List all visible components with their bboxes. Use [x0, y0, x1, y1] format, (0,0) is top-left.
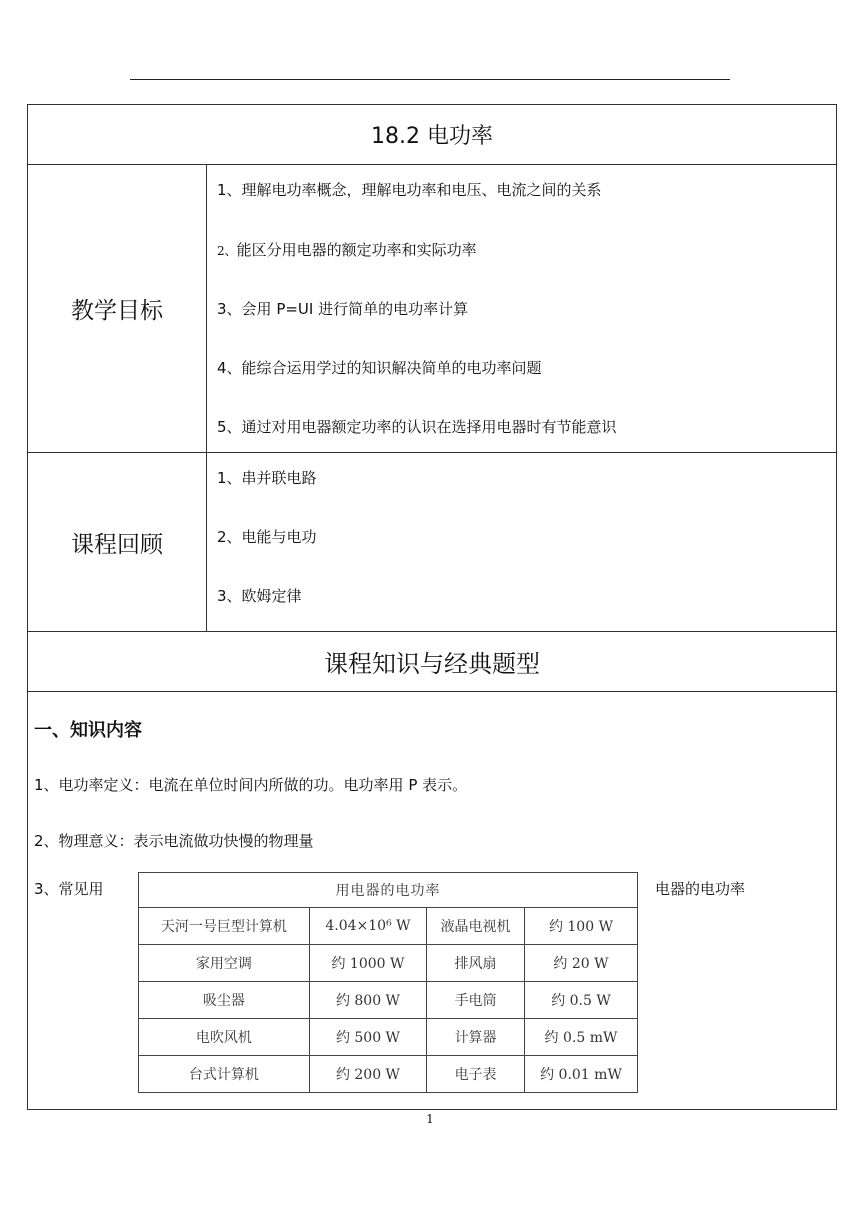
- table-cell: 约 100 W: [524, 908, 637, 945]
- section-heading: 一、知识内容: [34, 720, 142, 741]
- objective-item: 1、理解电功率概念，理解电功率和电压、电流之间的关系: [217, 181, 602, 199]
- header-rule: [130, 79, 730, 80]
- table-caption: 用电器的电功率: [139, 873, 638, 908]
- review-label: 课程回顾: [28, 453, 207, 631]
- table-cell: 约 800 W: [309, 982, 427, 1019]
- table-row: [139, 908, 638, 945]
- objective-item: 5、通过对用电器额定功率的认识在选择用电器时有节能意识: [217, 418, 617, 436]
- lesson-table: [27, 104, 837, 1110]
- table-cell: 电吹风机: [139, 1019, 310, 1056]
- meaning-paragraph: 2、物理意义：表示电流做功快慢的物理量: [34, 832, 314, 850]
- table-cell: 吸尘器: [139, 982, 310, 1019]
- table-row: [139, 945, 638, 982]
- review-row: [28, 453, 836, 632]
- table-row: [139, 1056, 638, 1093]
- review-item: 2、电能与电功: [217, 528, 317, 546]
- table-cell: 约 200 W: [309, 1056, 427, 1093]
- table-cell: 液晶电视机: [427, 908, 525, 945]
- page-number: 1: [426, 1112, 434, 1126]
- table-cell: 4.04×10⁶ W: [309, 908, 427, 945]
- appliance-intro-end: 电器的电功率: [655, 880, 746, 898]
- objectives-list: [207, 165, 836, 452]
- content-area: [28, 692, 836, 1110]
- table-cell: 约 500 W: [309, 1019, 427, 1056]
- table-cell: 约 1000 W: [309, 945, 427, 982]
- definition-paragraph: 1、电功率定义：电流在单位时间内所做的功。电功率用 P 表示。: [34, 776, 468, 794]
- objectives-row: [28, 165, 836, 453]
- appliance-intro-start: 3、常见用: [34, 880, 104, 898]
- table-cell: 约 0.01 mW: [524, 1056, 637, 1093]
- review-item: 3、欧姆定律: [217, 587, 302, 605]
- table-cell: 天河一号巨型计算机: [139, 908, 310, 945]
- objective-item: 2、能区分用电器的额定功率和实际功率: [217, 241, 477, 259]
- table-cell: 约 20 W: [524, 945, 637, 982]
- review-list: [207, 453, 836, 631]
- lesson-title: 18.2 电功率: [28, 105, 836, 165]
- review-item: 1、串并联电路: [217, 469, 317, 487]
- table-row: [139, 982, 638, 1019]
- objective-item: 4、能综合运用学过的知识解决简单的电功率问题: [217, 359, 542, 377]
- table-cell: 家用空调: [139, 945, 310, 982]
- table-cell: 手电筒: [427, 982, 525, 1019]
- table-cell: 排风扇: [427, 945, 525, 982]
- knowledge-title: 课程知识与经典题型: [28, 632, 836, 692]
- table-cell: 计算器: [427, 1019, 525, 1056]
- table-cell: 约 0.5 mW: [524, 1019, 637, 1056]
- objectives-label: 教学目标: [28, 165, 207, 452]
- table-row: [139, 1019, 638, 1056]
- objective-item: 3、会用 P=UI 进行简单的电功率计算: [217, 300, 469, 318]
- table-cell: 台式计算机: [139, 1056, 310, 1093]
- appliance-power-table: [138, 872, 638, 1093]
- table-cell: 电子表: [427, 1056, 525, 1093]
- table-cell: 约 0.5 W: [524, 982, 637, 1019]
